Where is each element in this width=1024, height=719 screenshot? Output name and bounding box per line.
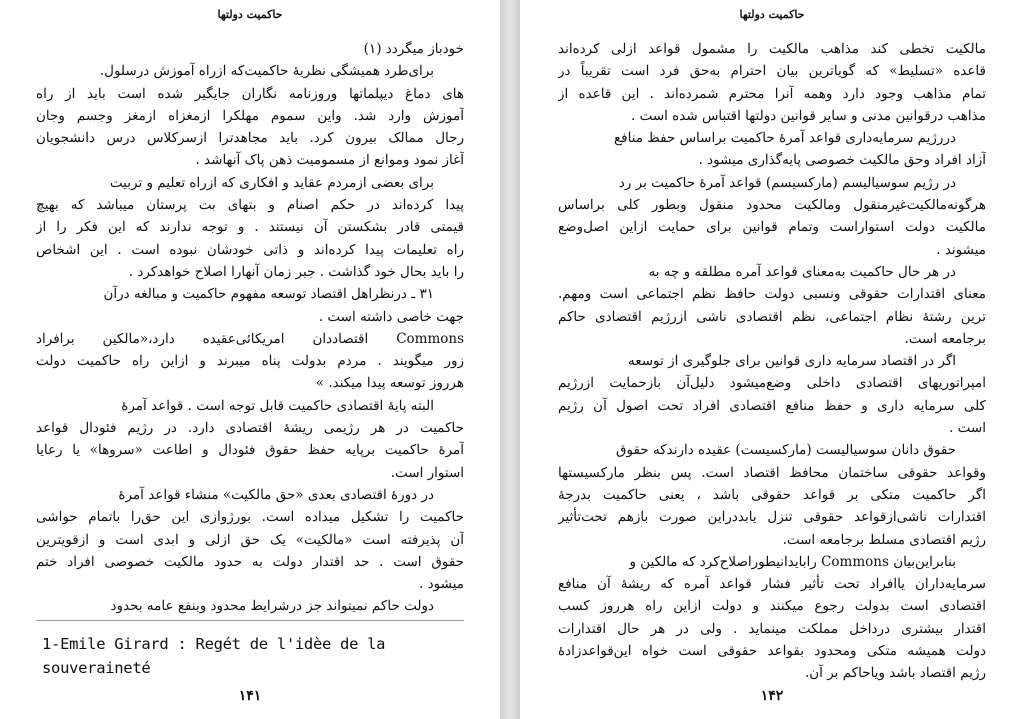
text-line: ۳۱ ـ درنظراهل اقتصاد توسعه مفهوم حاکمیت و مبالغه درآن	[103, 286, 434, 303]
text-line: را باید بحال خود گذاشت . جبر زمان آنهارا اصلاح خواهدکرد .	[128, 263, 464, 280]
text-line: قیمتی قادر بشکستن آن نیستند . و توجه ندارند که این فکر را از	[36, 219, 464, 236]
text-line: در هر حال حاکمیت به‌معنای قواعد آمره مطلقه و چه به	[648, 263, 956, 280]
text-line: آغاز نمود وموانع از مسمومیت ذهن پاک آنهاشد .	[195, 152, 464, 169]
text-line: حاکمیت را تشکیل میداده است. بورژوازی این حق‌را باتمام حواشی	[36, 509, 464, 526]
running-head-left: حاکمیت دولتها	[217, 8, 283, 21]
text-line: دولت همیشه متکی ومحدود بقواعد حقوقی است خواه این‌قواعدزادهٔ	[558, 643, 986, 660]
text-line: هرگونه‌مالکیت‌غیرمنقول ومالکیت محدود منقول وبطور کلی براساس	[558, 197, 986, 214]
text-line: ترین رشتهٔ نظام اجتماعی، نظم اقتصادی ناشی ازرژیم اقتصادی حاکم	[558, 308, 986, 325]
text-line: آموزش وارد شد. واین سموم مهلکرا ازمغزاه ازمغز وجسم وجان	[36, 107, 464, 124]
text-line: قاعده «تسلیط» که گویاترین بیان احترام به‌حق فرد است تقریباً در	[558, 63, 986, 80]
text-line: راه تعلیمات پیدا کرده‌اند و ذاتی خودشان نبوده است . این اشخاص	[36, 241, 464, 258]
text-line: اقتصادی است بدولت رجوع میکنند و دولت ازاین راه هرروز کسب	[558, 598, 986, 615]
text-line: اگر در اقتصاد سرمایه داری قوانین برای جلوگیری از توسعه	[627, 353, 956, 370]
text-line: رژیم اقتصادی مسلط برجامعه است.	[782, 531, 986, 548]
right-body-text	[558, 38, 986, 685]
text-line: البته پایهٔ اقتصادی حاکمیت قابل توجه است . قواعد آمرهٔ	[121, 397, 434, 414]
text-line: زور میگویند . مردم بدولت پناه میبرند و ازاین راه حاکمیت دولت	[36, 353, 464, 370]
text-line: دولت حاکم نمیتواند جز درشرایط محدود وبنفع عامه بحدود	[110, 598, 434, 615]
text-line: در دورهٔ اقتصادی بعدی «حق مالکیت» منشاء قواعد آمرهٔ	[118, 486, 434, 503]
right-page	[520, 0, 1024, 719]
footnote	[42, 632, 462, 680]
text-line: های دماغ دیپلماتها وروزنامه نگاران جایگیر شده است باید از راه	[36, 85, 464, 102]
left-body-text	[36, 38, 464, 618]
text-line: دررژیم سرمایه‌داری قواعد آمرهٔ حاکمیت براساس حفظ منافع	[613, 130, 956, 147]
text-line: امپراتوریهای اقتصادی داخلی وضع‌میشود دلیل‌آن بازحمایت ازرژیم	[558, 375, 986, 392]
text-line: پیدا کرده‌اند در حکم اصنام و بتهای بت پرستان میباشد که بهیچ	[36, 197, 464, 214]
text-line: اقتدارات ناشی‌ازقواعد حقوقی تنزل یابددراین صورت بازهم تحت‌تأثیر	[558, 509, 986, 526]
text-line: برای‌طرد همیشگی نظریهٔ حاکمیت‌که ازراه آموزش درسلول.	[99, 63, 434, 80]
text-line: معنای اقتدارات حقوقی ونسبی دولت حافظ نظم اجتماعی است ومهم.	[558, 286, 986, 303]
text-line: در رژیم سوسیالیسم (مارکسیسم) قواعد آمرهٔ حاکمیت بر رد	[618, 174, 956, 191]
text-line: رژیم اقتصاد باشد وياحاکم بر آن.	[804, 665, 986, 682]
footnote-line-1: 1-Emile Girard : Regét de l'idèe de la	[42, 635, 386, 653]
left-page	[0, 0, 500, 719]
text-line: مالکیت تخطی کند مذاهب مالکیت را مشمول قواعد ازلی کرده‌اند	[558, 41, 986, 57]
text-line: مالکیت دولت استواراست وتمام قوانین برای حمایت ازاین اصل‌وضع	[558, 219, 986, 236]
text-line: آمرهٔ حاکمیت برپایه حفظ حقوق فئودال و اطاعت «سروها» یا رعایا	[36, 442, 464, 459]
text-line: جهت خاصی داشته است .	[318, 308, 464, 325]
footnote-rule	[36, 620, 464, 621]
text-line: میشود .	[419, 576, 464, 593]
text-line: حقوق است . حد اقتدار دولت به حدود مالکیت خصوصی افراد ختم	[36, 553, 464, 570]
text-line: مذاهب درقوانین مدنی و سایر قوانین دولتها اقتباس شده است .	[630, 107, 986, 124]
page-number-left: ۱۴۱	[238, 688, 262, 704]
text-line: اقتدار بیشتری درداخل مملکت مینماید . ولی در هر حال اقتدارات	[558, 620, 986, 637]
text-line: آزاد افراد وحق مالکیت خصوصی پایه‌گذاری میشود .	[698, 152, 986, 169]
text-line: هرروز توسعه پیدا میکند. »	[315, 375, 464, 392]
text-line: آن پذیرفته است «مالکیت» یک حق ازلی و ابدی است و ازقویترین	[36, 531, 464, 548]
text-line: برای بعضی ازمردم عقاید و افکاری که ازراه تعلیم و تربیت	[109, 174, 434, 191]
text-line: است .	[949, 420, 986, 437]
text-line: میشوند .	[936, 241, 986, 258]
page-number-right: ۱۴۲	[760, 688, 784, 704]
text-line: Commons اقتصاددان امریکائی‌عقیده دارد،«مالکین برافراد	[36, 330, 464, 347]
book-gutter	[500, 0, 520, 719]
footnote-line-2: souveraineté	[42, 659, 151, 677]
text-line: اگر حاکمیت متکی بر قواعد حقوقی باشد ، یعنی حاکمیت بدرجهٔ	[558, 486, 986, 503]
text-line: رجال ممالک بیرون کرد. باید مجاهدترا ازسرکلاس درس دانشجویان	[36, 130, 464, 147]
text-line: وقواعد حقوقی ساختمان محافظ اقتصاد است. پس بنظر مارکسیستها	[558, 464, 986, 481]
text-line: استوار است.	[390, 464, 464, 481]
text-line: کلی سرمایه داری و حفظ منافع اقتصادی افراد تحت اصول آن رژیم	[558, 397, 986, 414]
text-line: حقوق دانان سوسیالیست (مارکسیست) عقیده دارندکه حقوق	[616, 442, 956, 459]
text-line: سرمایه‌داران یاافراد تحت تأثیر فشار قواعد آمره که ریشهٔ آن منافع	[558, 576, 986, 593]
text-line: بنابراین‌بیان Commons رابایدانیطوراصلاح‌کرد که مالکین و	[629, 553, 956, 570]
text-line: خودباز میگردد (۱)	[363, 41, 464, 57]
text-line: تمام مذاهب وجود دارد وهمه آنرا محترم شمرده‌اند . این قاعده از	[558, 85, 986, 102]
text-line: برجامعه است.	[904, 330, 986, 347]
running-head-right: حاکمیت دولتها	[739, 8, 805, 21]
text-line: حاکمیت در هر رژیمی ریشهٔ اقتصادی دارد. در رژیم فئودال قواعد	[36, 420, 464, 437]
